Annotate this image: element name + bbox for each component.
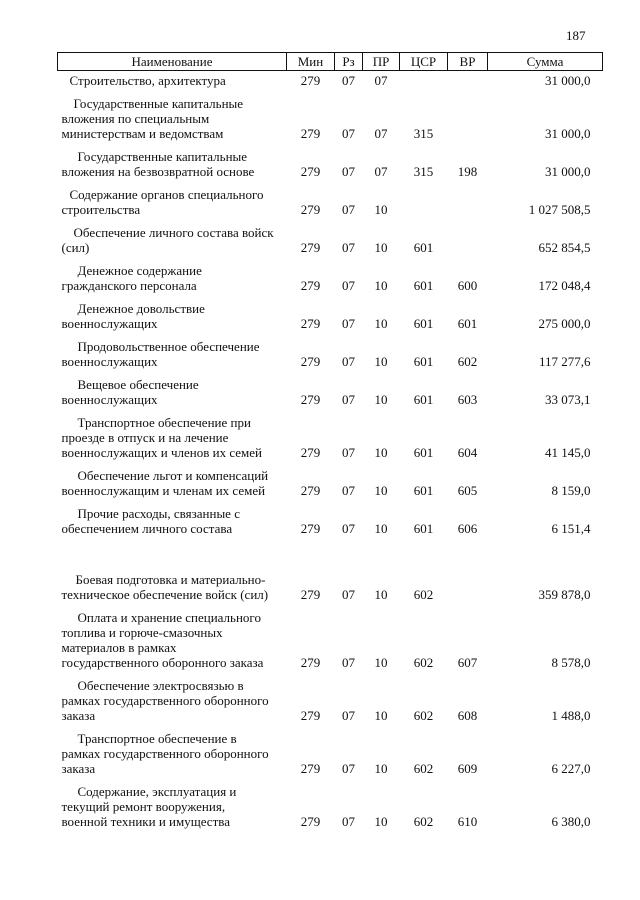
cell-rz: 07 bbox=[342, 202, 355, 217]
cell-vr bbox=[448, 91, 488, 144]
item-name: Строительство, архитектура bbox=[69, 73, 226, 88]
cell-pr: 07 bbox=[374, 126, 388, 141]
cell-sum: 31 000,0 bbox=[545, 126, 591, 141]
cell-vr: 601 bbox=[457, 316, 478, 331]
cell-rz: 07 bbox=[342, 126, 355, 141]
cell-vr: 600 bbox=[457, 278, 478, 293]
cell-sum: 6 380,0 bbox=[551, 814, 591, 829]
column-header-csr: ЦСР bbox=[400, 53, 448, 71]
cell-vr: 603 bbox=[457, 392, 478, 407]
item-name: Обеспечение личного состава войск (сил) bbox=[61, 225, 274, 255]
cell-sum: 6 227,0 bbox=[551, 761, 591, 776]
cell-csr: 601 bbox=[413, 278, 434, 293]
cell-sum: 117 277,6 bbox=[538, 354, 591, 369]
column-header-min: Мин bbox=[287, 53, 335, 71]
cell-sum: 31 000,0 bbox=[545, 164, 591, 179]
cell-name bbox=[58, 258, 287, 296]
cell-sum: 1 027 508,5 bbox=[528, 202, 591, 217]
item-name: Государственные капитальные вложения на безвозвратной основе bbox=[61, 149, 255, 179]
table-row bbox=[58, 334, 603, 372]
cell-vr: 606 bbox=[457, 521, 478, 536]
cell-csr: 601 bbox=[413, 521, 434, 536]
cell-name bbox=[58, 372, 287, 410]
cell-name bbox=[58, 605, 287, 673]
cell-vr: 610 bbox=[457, 814, 478, 829]
cell-rz: 07 bbox=[342, 316, 355, 331]
cell-rz: 07 bbox=[342, 240, 355, 255]
cell-pr: 10 bbox=[374, 483, 388, 498]
table-row bbox=[58, 258, 603, 296]
table-row bbox=[58, 296, 603, 334]
cell-rz: 07 bbox=[342, 392, 355, 407]
cell-rz: 07 bbox=[342, 278, 355, 293]
cell-name bbox=[58, 144, 287, 182]
cell-name bbox=[58, 501, 287, 539]
cell-pr: 10 bbox=[374, 202, 388, 217]
cell-name bbox=[58, 296, 287, 334]
cell-sum: 6 151,4 bbox=[551, 521, 591, 536]
cell-sum: 275 000,0 bbox=[538, 316, 591, 331]
item-name: Государственные капитальные вложения по специальным министерствам и ведомствам bbox=[61, 96, 244, 141]
item-name: Содержание органов специального строительства bbox=[61, 187, 264, 217]
cell-name bbox=[58, 463, 287, 501]
cell-min: 279 bbox=[300, 164, 321, 179]
item-name: Вещевое обеспечение военнослужащих bbox=[61, 377, 199, 407]
cell-csr: 602 bbox=[413, 655, 434, 670]
cell-csr bbox=[400, 182, 448, 220]
cell-min: 279 bbox=[300, 814, 321, 829]
table-row bbox=[58, 463, 603, 501]
cell-name bbox=[58, 91, 287, 144]
column-header-name: Наименование bbox=[58, 53, 287, 71]
item-name: Продовольственное обеспечение военнослужащих bbox=[61, 339, 260, 369]
table-row bbox=[58, 410, 603, 463]
table-row bbox=[58, 144, 603, 182]
page-number: 187 bbox=[566, 28, 586, 43]
cell-sum: 8 159,0 bbox=[551, 483, 591, 498]
column-header-pr: ПР bbox=[363, 53, 400, 71]
cell-csr: 601 bbox=[413, 354, 434, 369]
cell-pr: 10 bbox=[374, 316, 388, 331]
cell-sum: 8 578,0 bbox=[551, 655, 591, 670]
cell-sum: 1 488,0 bbox=[551, 708, 591, 723]
cell-name bbox=[58, 779, 287, 832]
cell-min: 279 bbox=[300, 445, 321, 460]
cell-name bbox=[58, 334, 287, 372]
cell-min: 279 bbox=[300, 392, 321, 407]
cell-sum: 172 048,4 bbox=[538, 278, 591, 293]
cell-min: 279 bbox=[300, 240, 321, 255]
cell-name bbox=[58, 220, 287, 258]
cell-rz: 07 bbox=[342, 73, 355, 88]
cell-min: 279 bbox=[300, 316, 321, 331]
column-header-rz: Рз bbox=[335, 53, 363, 71]
table-body bbox=[58, 71, 603, 833]
cell-pr: 10 bbox=[374, 761, 388, 776]
table-row bbox=[58, 182, 603, 220]
cell-csr: 602 bbox=[413, 761, 434, 776]
table-row bbox=[58, 567, 603, 605]
item-name: Транспортное обеспечение при проезде в отпуск и на лечение военнослужащих и членов их семей bbox=[61, 415, 262, 460]
cell-name bbox=[58, 410, 287, 463]
cell-rz: 07 bbox=[342, 814, 355, 829]
item-name: Денежное содержание гражданского персонала bbox=[61, 263, 202, 293]
cell-sum: 33 073,1 bbox=[545, 392, 591, 407]
cell-csr: 602 bbox=[413, 814, 434, 829]
table-row bbox=[58, 673, 603, 726]
cell-pr: 10 bbox=[374, 240, 388, 255]
cell-rz: 07 bbox=[342, 483, 355, 498]
cell-min: 279 bbox=[300, 73, 321, 88]
table-row bbox=[58, 605, 603, 673]
cell-rz: 07 bbox=[342, 354, 355, 369]
cell-pr: 10 bbox=[374, 814, 388, 829]
cell-min: 279 bbox=[300, 761, 321, 776]
item-name: Транспортное обеспечение в рамках государственного оборонного заказа bbox=[61, 731, 269, 776]
cell-name bbox=[58, 726, 287, 779]
cell-pr: 10 bbox=[374, 587, 388, 602]
cell-name bbox=[58, 71, 287, 92]
cell-rz: 07 bbox=[342, 521, 355, 536]
table-row bbox=[58, 71, 603, 92]
cell-vr: 198 bbox=[457, 164, 478, 179]
table-row bbox=[58, 91, 603, 144]
budget-table bbox=[57, 52, 603, 832]
cell-pr: 07 bbox=[374, 164, 388, 179]
cell-csr: 601 bbox=[413, 392, 434, 407]
cell-vr bbox=[448, 182, 488, 220]
cell-csr: 601 bbox=[413, 240, 434, 255]
cell-vr: 604 bbox=[457, 445, 478, 460]
cell-csr: 315 bbox=[413, 164, 434, 179]
cell-pr: 10 bbox=[374, 354, 388, 369]
cell-vr bbox=[448, 220, 488, 258]
cell-csr: 601 bbox=[413, 316, 434, 331]
cell-rz: 07 bbox=[342, 587, 355, 602]
item-name: Оплата и хранение специального топлива и горюче-смазочных материалов в рамках государственного оборонного заказа bbox=[61, 610, 264, 670]
cell-vr: 605 bbox=[457, 483, 478, 498]
cell-sum: 41 145,0 bbox=[545, 445, 591, 460]
cell-min: 279 bbox=[300, 708, 321, 723]
item-name: Обеспечение льгот и компенсаций военнослужащим и членам их семей bbox=[61, 468, 269, 498]
cell-pr: 10 bbox=[374, 392, 388, 407]
cell-vr: 608 bbox=[457, 708, 478, 723]
cell-vr: 609 bbox=[457, 761, 478, 776]
cell-min: 279 bbox=[300, 354, 321, 369]
table-row bbox=[58, 372, 603, 410]
table-row bbox=[58, 726, 603, 779]
cell-min: 279 bbox=[300, 521, 321, 536]
cell-rz: 07 bbox=[342, 164, 355, 179]
cell-vr bbox=[448, 567, 488, 605]
cell-csr: 315 bbox=[413, 126, 434, 141]
cell-vr bbox=[448, 71, 488, 92]
cell-min: 279 bbox=[300, 126, 321, 141]
cell-min: 279 bbox=[300, 202, 321, 217]
cell-name bbox=[58, 673, 287, 726]
cell-csr: 601 bbox=[413, 445, 434, 460]
cell-name bbox=[58, 567, 287, 605]
cell-csr: 602 bbox=[413, 708, 434, 723]
cell-pr: 10 bbox=[374, 708, 388, 723]
item-name: Прочие расходы, связанные с обеспечением личного состава bbox=[61, 506, 240, 536]
table-row bbox=[58, 779, 603, 832]
column-header-sum: Сумма bbox=[488, 53, 603, 71]
cell-min: 279 bbox=[300, 587, 321, 602]
cell-rz: 07 bbox=[342, 708, 355, 723]
item-name: Обеспечение электросвязью в рамках государственного оборонного заказа bbox=[61, 678, 269, 723]
cell-vr: 607 bbox=[457, 655, 478, 670]
cell-csr bbox=[400, 71, 448, 92]
cell-sum: 652 854,5 bbox=[538, 240, 591, 255]
column-header-vr: ВР bbox=[448, 53, 488, 71]
cell-rz: 07 bbox=[342, 761, 355, 776]
table-row bbox=[58, 501, 603, 539]
cell-rz: 07 bbox=[342, 655, 355, 670]
cell-pr: 10 bbox=[374, 278, 388, 293]
cell-csr: 601 bbox=[413, 483, 434, 498]
spacer-row bbox=[58, 539, 603, 567]
cell-min: 279 bbox=[300, 483, 321, 498]
cell-min: 279 bbox=[300, 278, 321, 293]
cell-vr: 602 bbox=[457, 354, 478, 369]
table-row bbox=[58, 220, 603, 258]
cell-rz: 07 bbox=[342, 445, 355, 460]
cell-min: 279 bbox=[300, 655, 321, 670]
item-name: Содержание, эксплуатация и текущий ремонт вооружения, военной техники и имущества bbox=[61, 784, 237, 829]
cell-pr: 07 bbox=[374, 73, 388, 88]
cell-sum: 31 000,0 bbox=[545, 73, 591, 88]
cell-sum: 359 878,0 bbox=[538, 587, 591, 602]
cell-csr: 602 bbox=[413, 587, 434, 602]
cell-pr: 10 bbox=[374, 521, 388, 536]
cell-pr: 10 bbox=[374, 655, 388, 670]
item-name: Боевая подготовка и материально- техническое обеспечение войск (сил) bbox=[61, 572, 269, 602]
cell-pr: 10 bbox=[374, 445, 388, 460]
item-name: Денежное довольствие военнослужащих bbox=[61, 301, 205, 331]
table-header bbox=[58, 53, 603, 71]
cell-name bbox=[58, 182, 287, 220]
